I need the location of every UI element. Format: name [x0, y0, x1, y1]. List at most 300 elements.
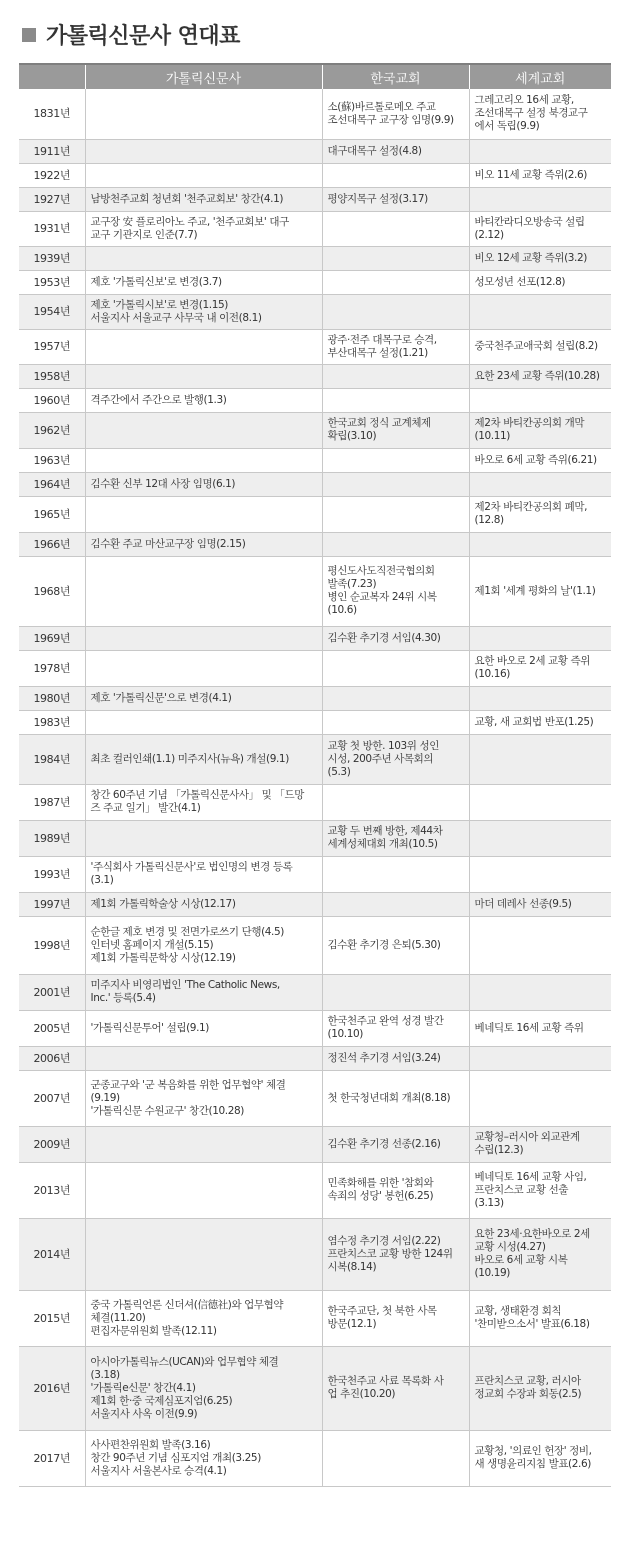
world-church-line: 교황, 생태환경 회칙 — [474, 1305, 562, 1317]
year-cell: 2013년 — [19, 1162, 85, 1218]
table-row — [19, 820, 611, 856]
world-church-line: (10.11) — [474, 430, 510, 442]
korean-church-line: 김수환 추기경 선종(2.16) — [327, 1137, 441, 1150]
table-row — [19, 1346, 611, 1430]
catholic-times-cell — [85, 710, 322, 734]
year-cell: 2009년 — [19, 1126, 85, 1162]
year-cell: 1922년 — [19, 163, 85, 187]
world-church-cell — [469, 89, 611, 139]
table-row — [19, 412, 611, 448]
world-church-cell — [469, 974, 611, 1010]
year-cell: 1958년 — [19, 364, 85, 388]
year-cell: 2006년 — [19, 1046, 85, 1070]
catholic-times-line: Inc.' 등록(5.4) — [90, 992, 156, 1004]
korean-church-cell — [322, 892, 469, 916]
catholic-times-line: 창간 90주년 기념 심포지엄 개최(3.25) — [90, 1451, 261, 1464]
table-row — [19, 448, 611, 472]
catholic-times-line: 교구 기관지로 인준(7.7) — [90, 228, 198, 241]
table-body — [19, 89, 611, 1486]
world-church-line: 베네딕토 16세 교황 사임, — [474, 1170, 587, 1183]
korean-church-line: 교황 두 번째 방한, 제44차 — [327, 825, 443, 837]
world-church-line: (2.12) — [474, 228, 504, 241]
world-church-cell — [469, 1162, 611, 1218]
year-cell: 1927년 — [19, 187, 85, 211]
korean-church-cell — [322, 187, 469, 211]
catholic-times-cell — [85, 1046, 322, 1070]
table-row — [19, 1430, 611, 1486]
catholic-times-line: 서울지사 서울본사로 승격(4.1) — [90, 1464, 227, 1477]
header-catholic-times: 가톨릭신문사 — [85, 64, 322, 89]
year-cell: 2016년 — [19, 1346, 85, 1430]
catholic-times-cell — [85, 626, 322, 650]
table-row — [19, 856, 611, 892]
catholic-times-cell — [85, 916, 322, 974]
year-cell: 1962년 — [19, 412, 85, 448]
korean-church-cell — [322, 1070, 469, 1126]
page-heading — [0, 0, 625, 54]
world-church-line: 요한 바오로 2세 교황 즉위 — [474, 655, 590, 667]
world-church-line: 비오 12세 교황 즉위(3.2) — [474, 251, 587, 264]
world-church-cell — [469, 1290, 611, 1346]
korean-church-line: 정진석 추기경 서임(3.24) — [327, 1051, 441, 1064]
catholic-times-line: 서울지사 사옥 이전(9.9) — [90, 1407, 198, 1420]
korean-church-line: 평양지목구 설정(3.17) — [327, 192, 428, 205]
world-church-cell — [469, 856, 611, 892]
catholic-times-line: '가톨릭e신문' 창간(4.1) — [90, 1381, 196, 1394]
korean-church-cell — [322, 1290, 469, 1346]
korean-church-line: 첫 한국청년대회 개최(8.18) — [327, 1091, 451, 1104]
korean-church-line: (10.10) — [327, 1028, 363, 1040]
table-row — [19, 496, 611, 532]
korean-church-cell — [322, 412, 469, 448]
table-row — [19, 892, 611, 916]
chronology-table — [19, 63, 611, 1487]
world-church-cell — [469, 388, 611, 412]
catholic-times-cell — [85, 1010, 322, 1046]
korean-church-line: (10.6) — [327, 604, 357, 616]
table-row — [19, 734, 611, 784]
table-row — [19, 388, 611, 412]
korean-church-cell — [322, 496, 469, 532]
catholic-times-line: '가톨릭신문 수원교구' 창간(10.28) — [90, 1104, 244, 1117]
table-row — [19, 163, 611, 187]
catholic-times-cell — [85, 211, 322, 246]
world-church-line: 바티칸라디오방송국 설립 — [474, 215, 585, 228]
table-row — [19, 1162, 611, 1218]
korean-church-cell — [322, 710, 469, 734]
catholic-times-line: 순한글 제호 변경 및 전면가로쓰기 단행(4.5) — [90, 925, 284, 938]
korean-church-cell — [322, 532, 469, 556]
year-cell: 1939년 — [19, 246, 85, 270]
world-church-line: 그레고리오 16세 교황, — [474, 94, 574, 107]
korean-church-cell — [322, 211, 469, 246]
year-cell: 1969년 — [19, 626, 85, 650]
catholic-times-cell — [85, 650, 322, 686]
world-church-line: 제2차 바티칸공의회 개막 — [474, 417, 585, 429]
world-church-line: (10.16) — [474, 668, 510, 680]
catholic-times-cell — [85, 892, 322, 916]
table-row — [19, 294, 611, 329]
catholic-times-cell — [85, 388, 322, 412]
table-row — [19, 187, 611, 211]
year-cell: 1954년 — [19, 294, 85, 329]
korean-church-line: 업 추진(10.20) — [327, 1388, 396, 1400]
korean-church-line: 부산대목구 설정(1.21) — [327, 346, 428, 359]
catholic-times-cell — [85, 1162, 322, 1218]
table-row — [19, 364, 611, 388]
korean-church-line: 시성, 200주년 사목회의 — [327, 752, 434, 765]
korean-church-line: 대구대목구 설정(4.8) — [327, 144, 422, 157]
table-row — [19, 270, 611, 294]
year-cell: 1993년 — [19, 856, 85, 892]
year-cell: 1963년 — [19, 448, 85, 472]
catholic-times-line: (3.18) — [90, 1368, 120, 1381]
catholic-times-line: 제호 '가톨릭시보'로 변경(1.15) — [90, 298, 228, 311]
catholic-times-line: '주식회사 가톨릭신문사'로 법인명의 변경 등록 — [90, 861, 293, 873]
world-church-cell — [469, 892, 611, 916]
world-church-cell — [469, 246, 611, 270]
korean-church-line: 발족(7.23) — [327, 578, 377, 590]
korean-church-line: 교황 첫 방한. 103위 성인 — [327, 739, 439, 752]
world-church-line: 성모성년 선포(12.8) — [474, 275, 566, 288]
world-church-cell — [469, 412, 611, 448]
korean-church-cell — [322, 1162, 469, 1218]
catholic-times-cell — [85, 496, 322, 532]
catholic-times-line: 최초 컬러인쇄(1.1) 미주지사(뉴욕) 개설(9.1) — [90, 752, 289, 765]
korean-church-line: 김수환 추기경 서임(4.30) — [327, 631, 441, 644]
world-church-line: (12.8) — [474, 514, 504, 526]
table-row — [19, 1126, 611, 1162]
catholic-times-line: 아시아가톨릭뉴스(UCAN)와 업무협약 체결 — [90, 1355, 279, 1368]
world-church-cell — [469, 1346, 611, 1430]
page-title: 가톨릭신문사 연대표 — [46, 24, 240, 49]
world-church-line: 마더 데레사 선종(9.5) — [474, 897, 572, 910]
korean-church-line: 프란치스코 교황 방한 124위 — [327, 1247, 453, 1260]
catholic-times-cell — [85, 329, 322, 364]
world-church-cell — [469, 784, 611, 820]
world-church-line: 교황청, '의료인 헌장' 정비, — [474, 1445, 592, 1457]
korean-church-cell — [322, 364, 469, 388]
catholic-times-cell — [85, 364, 322, 388]
catholic-times-cell — [85, 139, 322, 163]
world-church-line: 프란치스코 교황 선출 — [474, 1183, 569, 1196]
header-year — [19, 64, 85, 89]
korean-church-cell — [322, 1218, 469, 1290]
year-cell: 2017년 — [19, 1430, 85, 1486]
world-church-line: 요한 23세 교황 즉위(10.28) — [474, 369, 600, 382]
year-cell: 1968년 — [19, 556, 85, 626]
year-cell: 1964년 — [19, 472, 85, 496]
catholic-times-cell — [85, 556, 322, 626]
korean-church-line: 염수정 추기경 서임(2.22) — [327, 1234, 441, 1247]
catholic-times-line: 김수환 신부 12대 사장 임명(6.1) — [90, 477, 236, 490]
header-world-church: 세계교회 — [469, 64, 611, 89]
world-church-cell — [469, 270, 611, 294]
world-church-line: (10.19) — [474, 1267, 510, 1279]
table-row — [19, 1046, 611, 1070]
korean-church-cell — [322, 556, 469, 626]
catholic-times-cell — [85, 448, 322, 472]
world-church-line: 바오로 6세 교황 시복 — [474, 1254, 568, 1266]
year-cell: 1997년 — [19, 892, 85, 916]
table-row — [19, 211, 611, 246]
world-church-cell — [469, 139, 611, 163]
korean-church-cell — [322, 916, 469, 974]
korean-church-cell — [322, 734, 469, 784]
world-church-cell — [469, 187, 611, 211]
world-church-line: 수립(12.3) — [474, 1144, 524, 1156]
world-church-cell — [469, 1218, 611, 1290]
korean-church-cell — [322, 1010, 469, 1046]
table-row — [19, 1218, 611, 1290]
catholic-times-line: 격주간에서 주간으로 발행(1.3) — [90, 393, 227, 406]
year-cell: 1953년 — [19, 270, 85, 294]
korean-church-cell — [322, 472, 469, 496]
catholic-times-cell — [85, 412, 322, 448]
catholic-times-cell — [85, 294, 322, 329]
korean-church-cell — [322, 329, 469, 364]
world-church-cell — [469, 710, 611, 734]
catholic-times-cell — [85, 686, 322, 710]
world-church-line: '찬미받으소서' 발표(6.18) — [474, 1318, 590, 1330]
korean-church-line: 확립(3.10) — [327, 430, 377, 442]
table-header-row — [19, 64, 611, 89]
year-cell: 2007년 — [19, 1070, 85, 1126]
world-church-cell — [469, 532, 611, 556]
world-church-cell — [469, 1430, 611, 1486]
korean-church-cell — [322, 270, 469, 294]
world-church-line: 제1회 '세계 평화의 날'(1.1) — [474, 584, 596, 597]
year-cell: 1984년 — [19, 734, 85, 784]
korean-church-cell — [322, 974, 469, 1010]
korean-church-line: 한국천주교 사료 목록화 사 — [327, 1375, 444, 1387]
catholic-times-line: 제1회 한·중 국제심포지엄(6.25) — [90, 1394, 233, 1407]
year-cell: 1965년 — [19, 496, 85, 532]
world-church-cell — [469, 556, 611, 626]
year-cell: 1966년 — [19, 532, 85, 556]
catholic-times-line: (9.19) — [90, 1091, 120, 1104]
table-row — [19, 710, 611, 734]
world-church-cell — [469, 734, 611, 784]
world-church-line: 프란치스코 교황, 러시아 — [474, 1375, 581, 1387]
world-church-line: 에서 독립(9.9) — [474, 120, 540, 133]
catholic-times-line: '가톨릭신문투어' 설립(9.1) — [90, 1021, 209, 1034]
catholic-times-cell — [85, 820, 322, 856]
catholic-times-cell — [85, 974, 322, 1010]
table-row — [19, 626, 611, 650]
catholic-times-line: 남방천주교회 청년회 '천주교회보' 창간(4.1) — [90, 192, 284, 205]
catholic-times-line: 교구장 安 플로리아노 주교, '천주교회보' 대구 — [90, 215, 289, 228]
korean-church-cell — [322, 856, 469, 892]
catholic-times-cell — [85, 246, 322, 270]
world-church-cell — [469, 626, 611, 650]
catholic-times-line: 사사편찬위원회 발족(3.16) — [90, 1438, 211, 1451]
world-church-cell — [469, 364, 611, 388]
catholic-times-cell — [85, 1430, 322, 1486]
korean-church-line: 속죄의 성당' 봉헌(6.25) — [327, 1190, 434, 1202]
world-church-line: 제2차 바티칸공의회 폐막, — [474, 501, 588, 513]
catholic-times-line: 제1회 가톨릭문학상 시상(12.19) — [90, 951, 236, 964]
year-cell: 2014년 — [19, 1218, 85, 1290]
world-church-line: 요한 23세·요한바오로 2세 — [474, 1228, 590, 1240]
catholic-times-line: 제1회 가톨릭학술상 시상(12.17) — [90, 897, 236, 910]
year-cell: 1980년 — [19, 686, 85, 710]
catholic-times-cell — [85, 1218, 322, 1290]
year-cell: 1987년 — [19, 784, 85, 820]
catholic-times-line: 창간 60주년 기념 「가톨릭신문사사」 및 「드망 — [90, 789, 304, 801]
world-church-line: 교황청–러시아 외교관계 — [474, 1131, 580, 1143]
heading-square-icon — [22, 28, 36, 42]
world-church-line: 조선대목구 설정 북경교구 — [474, 107, 588, 120]
table-row — [19, 139, 611, 163]
catholic-times-line: 제호 '가톨릭신문'으로 변경(4.1) — [90, 691, 232, 704]
catholic-times-line: 군종교구와 '군 복음화를 위한 업무협약' 체결 — [90, 1078, 286, 1091]
year-cell: 1983년 — [19, 710, 85, 734]
catholic-times-cell — [85, 1126, 322, 1162]
world-church-line: 정교회 수장과 회동(2.5) — [474, 1388, 582, 1400]
korean-church-cell — [322, 89, 469, 139]
world-church-cell — [469, 163, 611, 187]
korean-church-line: 한국천주교 완역 성경 발간 — [327, 1015, 444, 1027]
korean-church-line: 시복(8.14) — [327, 1260, 377, 1273]
world-church-line: 베네딕토 16세 교황 즉위 — [474, 1021, 584, 1034]
world-church-line: 새 생명윤리지침 발표(2.6) — [474, 1458, 591, 1470]
catholic-times-cell — [85, 187, 322, 211]
table-row — [19, 472, 611, 496]
world-church-cell — [469, 916, 611, 974]
korean-church-cell — [322, 1430, 469, 1486]
catholic-times-line: (3.1) — [90, 874, 114, 886]
korean-church-cell — [322, 246, 469, 270]
korean-church-cell — [322, 163, 469, 187]
world-church-cell — [469, 472, 611, 496]
korean-church-line: 세계성체대회 개최(10.5) — [327, 838, 438, 850]
catholic-times-cell — [85, 1346, 322, 1430]
world-church-cell — [469, 1010, 611, 1046]
catholic-times-cell — [85, 163, 322, 187]
table-row — [19, 329, 611, 364]
catholic-times-cell — [85, 1290, 322, 1346]
world-church-line: (3.13) — [474, 1196, 504, 1209]
year-cell: 2015년 — [19, 1290, 85, 1346]
world-church-line: 교황 시성(4.27) — [474, 1241, 546, 1253]
catholic-times-line: 김수환 주교 마산교구장 임명(2.15) — [90, 537, 246, 550]
table-row — [19, 246, 611, 270]
world-church-cell — [469, 1046, 611, 1070]
korean-church-line: 민족화해를 위한 '참회와 — [327, 1177, 434, 1189]
korean-church-cell — [322, 784, 469, 820]
catholic-times-line: 서울지사 서울교구 사무국 내 이전(8.1) — [90, 311, 262, 324]
world-church-cell — [469, 294, 611, 329]
catholic-times-cell — [85, 270, 322, 294]
year-cell: 2005년 — [19, 1010, 85, 1046]
catholic-times-line: 제호 '가톨릭신보'로 변경(3.7) — [90, 275, 222, 288]
korean-church-cell — [322, 139, 469, 163]
world-church-cell — [469, 329, 611, 364]
world-church-line: 중국천주교애국회 설립(8.2) — [474, 340, 598, 352]
year-cell: 1989년 — [19, 820, 85, 856]
catholic-times-line: 편집자문위원회 발족(12.11) — [90, 1324, 217, 1337]
korean-church-line: 평신도사도직전국협의회 — [327, 565, 435, 577]
korean-church-line: 광주·전주 대목구로 승격, — [327, 333, 437, 346]
world-church-cell — [469, 650, 611, 686]
korean-church-line: 조선대목구 교구장 임명(9.9) — [327, 113, 454, 126]
world-church-cell — [469, 686, 611, 710]
korean-church-line: (5.3) — [327, 765, 351, 778]
table-row — [19, 650, 611, 686]
year-cell: 1998년 — [19, 916, 85, 974]
year-cell: 1911년 — [19, 139, 85, 163]
world-church-cell — [469, 1070, 611, 1126]
korean-church-cell — [322, 626, 469, 650]
table-row — [19, 686, 611, 710]
catholic-times-line: 인터넷 홈페이지 개설(5.15) — [90, 938, 214, 951]
korean-church-cell — [322, 448, 469, 472]
world-church-line: 교황, 새 교회법 반포(1.25) — [474, 715, 594, 728]
korean-church-line: 한국주교단, 첫 북한 사목 — [327, 1305, 437, 1317]
table-row — [19, 784, 611, 820]
year-cell: 1931년 — [19, 211, 85, 246]
catholic-times-cell — [85, 1070, 322, 1126]
catholic-times-cell — [85, 734, 322, 784]
year-cell: 1978년 — [19, 650, 85, 686]
korean-church-cell — [322, 388, 469, 412]
korean-church-cell — [322, 1046, 469, 1070]
korean-church-cell — [322, 1346, 469, 1430]
catholic-times-cell — [85, 89, 322, 139]
korean-church-cell — [322, 686, 469, 710]
year-cell: 1957년 — [19, 329, 85, 364]
korean-church-cell — [322, 294, 469, 329]
table-row — [19, 974, 611, 1010]
year-cell: 2001년 — [19, 974, 85, 1010]
table-row — [19, 916, 611, 974]
table-row — [19, 556, 611, 626]
korean-church-cell — [322, 820, 469, 856]
header-korean-church: 한국교회 — [322, 64, 469, 89]
korean-church-line: 병인 순교복자 24위 시복 — [327, 591, 437, 603]
world-church-cell — [469, 496, 611, 532]
world-church-cell — [469, 448, 611, 472]
world-church-cell — [469, 1126, 611, 1162]
catholic-times-cell — [85, 784, 322, 820]
catholic-times-cell — [85, 856, 322, 892]
world-church-cell — [469, 211, 611, 246]
catholic-times-line: 즈 주교 일기」 발간(4.1) — [90, 802, 201, 814]
catholic-times-line: 중국 가톨릭언론 신더셔(信德社)와 업무협약 — [90, 1298, 284, 1311]
korean-church-cell — [322, 1126, 469, 1162]
korean-church-cell — [322, 650, 469, 686]
korean-church-line: 한국교회 정식 교계체제 — [327, 417, 431, 429]
catholic-times-cell — [85, 472, 322, 496]
table-row — [19, 1290, 611, 1346]
table-row — [19, 89, 611, 139]
world-church-line: 비오 11세 교황 즉위(2.6) — [474, 168, 587, 181]
table-row — [19, 532, 611, 556]
korean-church-line: 김수환 추기경 은퇴(5.30) — [327, 938, 441, 951]
catholic-times-line: 미주지사 비영리법인 'The Catholic News, — [90, 979, 280, 991]
year-cell: 1831년 — [19, 89, 85, 139]
korean-church-line: 방문(12.1) — [327, 1318, 377, 1330]
korean-church-line: 소(蘇)바르톨로메오 주교 — [327, 100, 436, 113]
year-cell: 1960년 — [19, 388, 85, 412]
world-church-cell — [469, 820, 611, 856]
world-church-line: 바오로 6세 교황 즉위(6.21) — [474, 453, 597, 466]
table-row — [19, 1010, 611, 1046]
catholic-times-line: 체결(11.20) — [90, 1311, 146, 1324]
table-row — [19, 1070, 611, 1126]
catholic-times-cell — [85, 532, 322, 556]
